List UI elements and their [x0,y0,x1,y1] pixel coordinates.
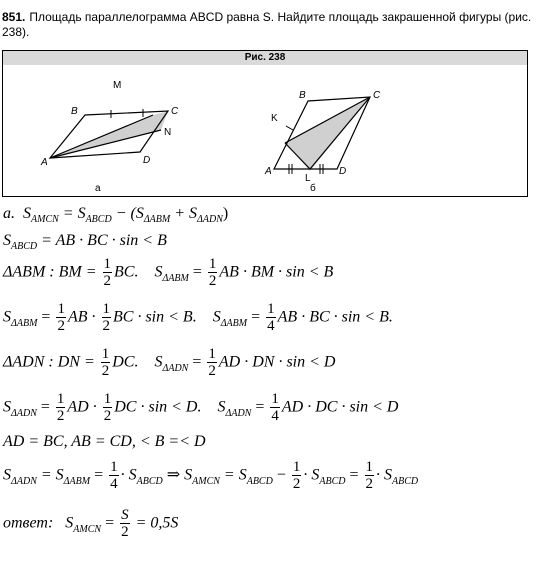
label-c-right: C [373,90,381,101]
label-figure-a: а [95,183,101,194]
fraction: $\frac{1}{2}$ [208,346,216,379]
tick-mark [286,126,293,130]
solution-line-4: $S_{\Delta ABM}$ = $\frac{1}{2}$ AB · $\frac{1}{2}$ BC · sin < B. $S_{\Delta ABM}$ = $\frac{1}{4}$ AB · BC · sin < B. [3,301,393,334]
solution-answer: ответ: $S_{AMCN}$ = $\frac{S}{2}$ = 0,5S [3,507,179,540]
fraction: $\frac{1}{2}$ [365,459,373,492]
solution-line-7: AD = BC, AB = CD, < B =< D [3,433,206,450]
problem-statement [2,10,532,40]
label-b-right: B [299,90,306,101]
fraction: $\frac{1}{2}$ [208,256,217,289]
label-d-right: D [339,166,347,177]
label-k: K [271,113,278,124]
label-d-left: D [143,155,151,166]
part-a-prefix: a. [3,205,15,222]
label-l: L [305,173,311,184]
answer-prefix: ответ: [3,514,54,532]
shaded-region-akcl [285,97,370,171]
fraction: $\frac{1}{4}$ [110,459,118,492]
figure-238 [2,50,528,197]
problem-text: Площадь параллелограмма ABCD равна S. Найдите площадь закрашенной фигуры (рис. 238). [2,10,532,39]
fraction: $\frac{1}{2}$ [57,301,65,334]
solution-line-2: $S_{ABCD}$ = AB · BC · sin < B [3,232,167,253]
solution-line-6: $S_{\Delta ADN}$ = $\frac{1}{2}$ AD · $\frac{1}{2}$ DC · sin < D. $S_{\Delta ADN}$ = $\frac{1}{4}$ AD · DC · sin < D [3,391,399,424]
label-c-left: C [171,106,179,117]
fraction: $\frac{1}{4}$ [271,391,279,424]
solution-line-5: ΔADN : DN = $\frac{1}{2}$ DC. $S_{\Delta ADN}$ = $\frac{1}{2}$ AD · DN · sin < D [3,346,336,379]
label-a-left: A [41,157,48,168]
problem-number: 851. [2,10,26,24]
fraction: $\frac{1}{2}$ [292,459,301,492]
fraction: $\frac{1}{4}$ [267,301,275,334]
label-a-right: A [265,166,272,177]
fraction: $\frac{1}{2}$ [56,391,65,424]
figure-a [40,80,179,194]
label-n: N [164,127,172,138]
fraction: $\frac{1}{2}$ [103,256,111,289]
fraction: $\frac{S}{2}$ [121,507,129,540]
fraction: $\frac{1}{2}$ [102,301,110,334]
solution-line-3: ΔABM : BM = $\frac{1}{2}$ BC. $S_{\Delta ABM}$ = $\frac{1}{2}$ AB · BM · sin < B [3,256,334,289]
solution-line-1: a. $S_{AMCN} = S_{ABCD} - (S_{\Delta ABM} + S_{\Delta ADN})$ [3,205,229,226]
label-b-left: B [71,106,78,117]
label-figure-b: б [310,183,316,194]
figure-b [264,90,381,194]
solution-line-8: $S_{\Delta ADN} = S_{\Delta ABM}$ = $\frac{1}{4}$ · $S_{ABCD}$ ⇒ $S_{AMCN} = S_{ABCD}$ − $\frac{1}{2}$ · $S_{ABCD}$ = $\frac{1}{2}$ · $S_{ABCD}$ [3,459,419,492]
figure-drawing [3,51,527,196]
fraction: $\frac{1}{2}$ [103,391,112,424]
figure-caption: Рис. 238 [3,51,527,65]
fraction: $\frac{1}{2}$ [101,346,110,379]
label-m: M [113,80,122,91]
